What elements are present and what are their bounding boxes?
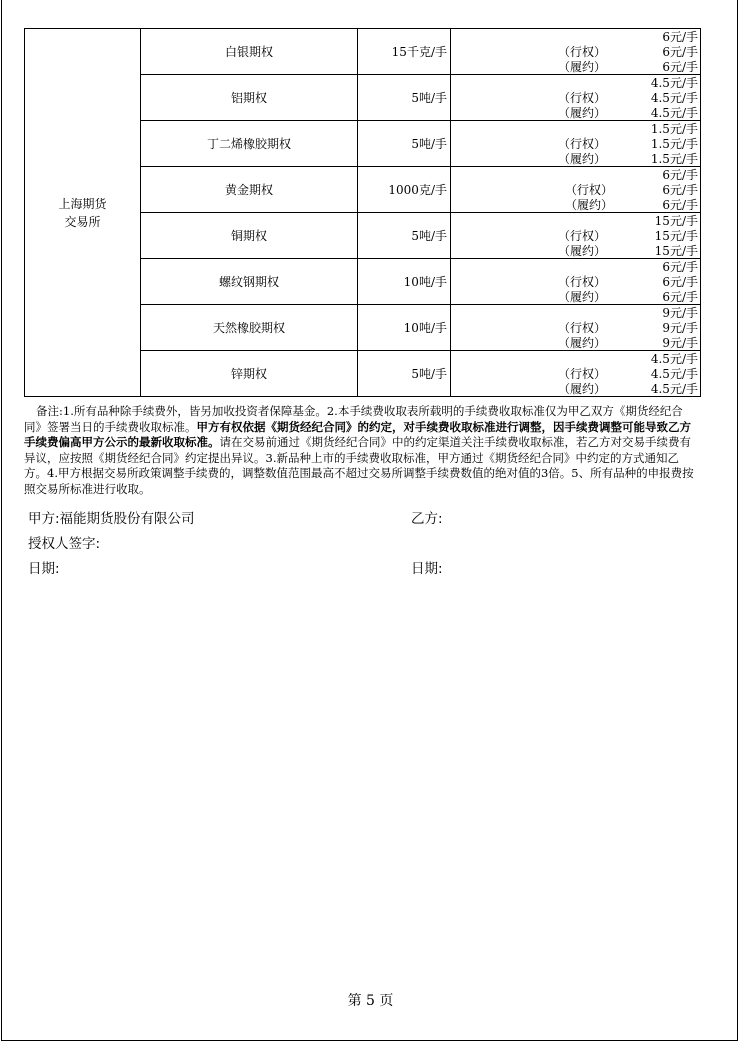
fee-value: 6元/手 <box>662 290 698 304</box>
page-number: 第 5 页 <box>347 993 394 1009</box>
product-name: 丁二烯橡胶期权 <box>141 121 358 167</box>
fee-value: 6元/手 <box>662 260 698 274</box>
product-name: 天然橡胶期权 <box>141 305 358 351</box>
fee-table <box>24 28 701 397</box>
notes-bold: 甲方有权依据《期货经纪合同》的约定，对手续费收取标准进行调整，因手续费调整可能导致乙方手续费偏高甲方公示的最新收取标准。 <box>24 419 691 449</box>
product-name: 白银期权 <box>141 29 358 75</box>
performance-label: （履约） <box>558 382 607 396</box>
fee-cell <box>451 121 701 167</box>
authorized-signature: 授权人签字: <box>28 536 101 552</box>
product-name: 锌期权 <box>141 351 358 397</box>
notes <box>24 404 700 497</box>
performance-label: （履约） <box>558 244 607 258</box>
fee-value: 4.5元/手 <box>650 76 698 90</box>
date-b: 日期: <box>411 561 443 577</box>
fee-cell <box>451 305 701 351</box>
fee-value: 4.5元/手 <box>650 106 698 120</box>
fee-value: 6元/手 <box>662 45 698 59</box>
fee-value: 1.5元/手 <box>650 152 698 166</box>
date-a: 日期: <box>28 561 60 577</box>
party-b: 乙方: <box>411 511 443 527</box>
exercise-label: （行权） <box>558 275 607 289</box>
fee-value: 1.5元/手 <box>650 137 698 151</box>
fee-value: 4.5元/手 <box>650 367 698 381</box>
performance-label: （履约） <box>565 198 614 212</box>
fee-cell <box>451 75 701 121</box>
contract-unit: 5吨/手 <box>358 75 451 121</box>
party-a: 甲方:福能期货股份有限公司 <box>28 511 195 527</box>
fee-value: 9元/手 <box>662 306 698 320</box>
table-row <box>25 29 701 75</box>
fee-value: 15元/手 <box>654 244 698 258</box>
exercise-label: （行权） <box>558 45 607 59</box>
contract-unit: 5吨/手 <box>358 213 451 259</box>
performance-label: （履约） <box>558 290 607 304</box>
fee-value: 6元/手 <box>662 183 698 197</box>
fee-value: 15元/手 <box>654 214 698 228</box>
product-name: 螺纹钢期权 <box>141 259 358 305</box>
fee-value: 15元/手 <box>654 229 698 243</box>
product-name: 铜期权 <box>141 213 358 259</box>
exercise-label: （行权） <box>558 137 607 151</box>
notes-part1: 备注:1.所有品种除手续费外，皆另加收投资者保障基金。2.本手续费收取表所载明的手续费收取标准仅为甲乙双方《期货经纪合同》签署当日的手续费收取标准。 <box>24 404 683 434</box>
performance-label: （履约） <box>558 336 607 350</box>
performance-label: （履约） <box>558 106 607 120</box>
fee-value: 4.5元/手 <box>650 91 698 105</box>
fee-value: 4.5元/手 <box>650 382 698 396</box>
contract-unit: 5吨/手 <box>358 121 451 167</box>
exercise-label: （行权） <box>558 91 607 105</box>
fee-value: 4.5元/手 <box>650 352 698 366</box>
contract-unit: 5吨/手 <box>358 351 451 397</box>
contract-unit: 10吨/手 <box>358 305 451 351</box>
product-name: 黄金期权 <box>141 167 358 213</box>
exercise-label: （行权） <box>565 183 614 197</box>
contract-unit: 10吨/手 <box>358 259 451 305</box>
fee-value: 6元/手 <box>662 60 698 74</box>
fee-value: 6元/手 <box>662 168 698 182</box>
fee-value: 9元/手 <box>662 321 698 335</box>
exercise-label: （行权） <box>558 321 607 335</box>
fee-value: 6元/手 <box>662 275 698 289</box>
exchange-name: 上海期货 交易所 <box>58 196 107 229</box>
fee-value: 6元/手 <box>662 30 698 44</box>
fee-cell <box>451 29 701 75</box>
performance-label: （履约） <box>558 152 607 166</box>
fee-cell <box>451 213 701 259</box>
fee-cell <box>451 167 701 213</box>
contract-unit: 1000克/手 <box>358 167 451 213</box>
exercise-label: （行权） <box>558 229 607 243</box>
product-name: 铝期权 <box>141 75 358 121</box>
exchange-cell <box>25 29 141 397</box>
fee-value: 1.5元/手 <box>650 122 698 136</box>
fee-value: 6元/手 <box>662 198 698 212</box>
fee-cell <box>451 351 701 397</box>
notes-part2: 请在交易前通过《期货经纪合同》中的约定渠道关注手续费收取标准，若乙方对交易手续费有异议，应按照《期货经纪合同》约定提出异议。3.新品种上市的手续费收取标准，甲方通过《期货经纪合同》中约定的方式通知乙方。4.甲方根据交易所政策调整手续费的，调整数值范围最高不超过交易所调整手续费数值的绝对值的3倍。5、所有品种的申报费按照交易所标准进行收取。 <box>24 435 694 496</box>
contract-unit: 15千克/手 <box>358 29 451 75</box>
fee-cell <box>451 259 701 305</box>
exercise-label: （行权） <box>558 367 607 381</box>
performance-label: （履约） <box>558 60 607 74</box>
fee-value: 9元/手 <box>662 336 698 350</box>
